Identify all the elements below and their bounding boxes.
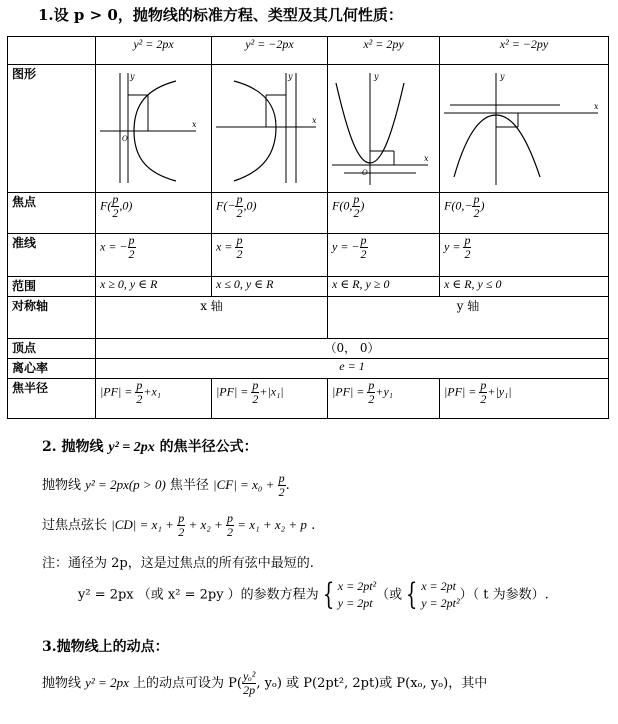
header-col-3: x² = 2py [328, 37, 440, 65]
focus-cell-3: F(0, $\frac{p}{2}$ ) [328, 193, 440, 234]
section-3-title: 3.抛物线上的动点： [42, 639, 169, 655]
range-cell-3: x ∈ R, y ≥ 0 [328, 277, 440, 297]
header-col-1: y² = 2px [96, 37, 212, 65]
directrix-cell-1: x = − $\frac{p}{2}$ [96, 234, 212, 277]
graph-up-opening [328, 65, 440, 189]
axis-y-cell: y 轴 [328, 297, 609, 339]
axis-letter-x: x [312, 116, 317, 125]
origin-letter: O [362, 169, 368, 177]
header-col-2: y² = −2px [212, 37, 328, 65]
axis-letter-x: x [594, 102, 599, 111]
focal-radius-row [8, 379, 609, 419]
directrix-row [8, 234, 609, 277]
axis-letter-x: x [192, 120, 197, 129]
section-2-title: 2. 抛物线 y² = 2px 的焦半径公式： [42, 439, 258, 455]
header-row [8, 37, 609, 65]
section-2-line-2: 过焦点弦长 |CD| = x₁ + $\frac{p}{2}$ + x₂ + $\frac{p}{2}$ = x₁ + x₂ + p . [42, 511, 316, 539]
focal-radius-cell-4: |PF| = $\frac{p}{2}$ +|y₁| [440, 379, 609, 419]
heading-1: 1.设 p > 0，抛物线的标准方程、类型及其几何性质： [38, 6, 403, 24]
range-cell-2: x ≤ 0, y ∈ R [212, 277, 328, 297]
section-2-note: 注：通径为 2p，这是过焦点的所有弦中最短的. [42, 556, 314, 571]
focus-row [8, 193, 609, 234]
focus-cell-4: F(0,− $\frac{p}{2}$ ) [440, 193, 609, 234]
header-empty-cell [8, 37, 96, 65]
directrix-cell-3: y = − $\frac{p}{2}$ [328, 234, 440, 277]
label-graph: 图形 [8, 65, 96, 193]
directrix-cell-4: y = $\frac{p}{2}$ [440, 234, 609, 277]
label-focus: 焦点 [8, 193, 96, 234]
header-col-4: x² = −2py [440, 37, 609, 65]
label-axis: 对称轴 [8, 297, 96, 339]
focal-radius-cell-3: |PF| = $\frac{p}{2}$ +y₁ [328, 379, 440, 419]
section-3-line: 抛物线 y² = 2px 上的动点可设为 P( $\frac{\text{yₒ²}}{2p}$ , yₒ) 或 P(2pt², 2pt)或 P(xₒ, yₒ)，其中 [42, 669, 488, 697]
range-cell-1: x ≥ 0, y ∈ R [96, 277, 212, 297]
label-directrix: 准线 [8, 234, 96, 277]
directrix-cell-2: x = $\frac{p}{2}$ [212, 234, 328, 277]
parabola-properties-table [7, 36, 609, 419]
label-focal-radius: 焦半径 [8, 379, 96, 419]
vertex-cell: （0， 0） [96, 339, 609, 359]
graph-right-opening [96, 65, 208, 189]
section-2-line-1: 抛物线 y² = 2px(p > 0) 焦半径 |CF| = x₀ + $\frac{p}{2}$ . [42, 471, 290, 499]
label-range: 范围 [8, 277, 96, 297]
vertex-row [8, 339, 609, 359]
label-eccentricity: 离心率 [8, 359, 96, 379]
section-2-param: y² = 2px （或 x² = 2py ）的参数方程为 { x = 2pt² y = 2pt （或 { x = 2pt y = 2pt² ）（ t 为参数）. [78, 577, 549, 612]
graph-left-opening [212, 65, 324, 189]
eccentricity-row [8, 359, 609, 379]
range-row [8, 277, 609, 297]
label-vertex: 顶点 [8, 339, 96, 359]
graph-row [8, 65, 609, 193]
focal-radius-cell-2: |PF| = $\frac{p}{2}$ +|x₁| [212, 379, 328, 419]
axis-letter-y: y [374, 72, 379, 81]
focal-radius-cell-1: |PF| = $\frac{p}{2}$ +x₁ [96, 379, 212, 419]
focus-cell-1: F( $\frac{p}{2}$ ,0) [96, 193, 212, 234]
range-cell-4: x ∈ R, y ≤ 0 [440, 277, 609, 297]
graph-down-opening [440, 65, 605, 189]
origin-letter: O [122, 135, 128, 143]
axis-letter-y: y [500, 72, 505, 81]
axis-letter-y: y [130, 72, 135, 81]
eccentricity-cell: e = 1 [96, 359, 609, 379]
axis-row [8, 297, 609, 339]
axis-x-cell: x 轴 [96, 297, 328, 339]
focus-cell-2: F(− $\frac{p}{2}$ ,0) [212, 193, 328, 234]
axis-letter-x: x [424, 154, 429, 163]
axis-letter-y: y [288, 72, 293, 81]
